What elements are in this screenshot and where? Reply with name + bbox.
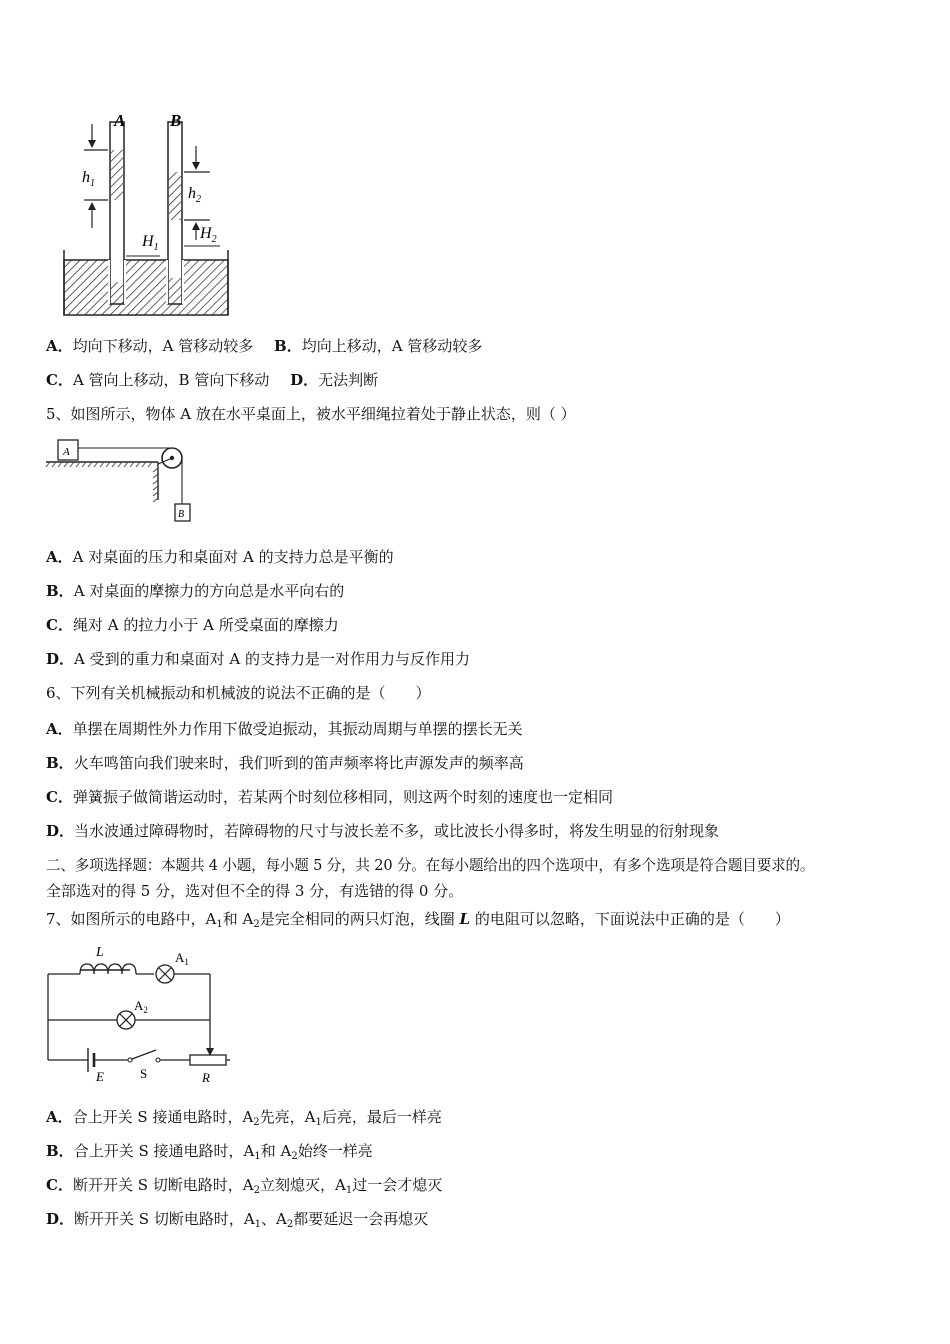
subscript: 1 (345, 1185, 353, 1196)
option-text: 始终一样亮 (297, 1142, 373, 1160)
q5-option-b (46, 581, 344, 601)
subscript: 2 (253, 919, 260, 930)
option-text: 先亮，A (259, 1108, 316, 1126)
q4-option-c: A 管向上移动，B 管向下移动 (72, 371, 270, 389)
label-battery-E: E (96, 1069, 104, 1084)
q4-option-d: 无法判断 (318, 371, 379, 389)
subscript: 2 (253, 1117, 260, 1128)
q7-stem-part: 的电阻可以忽略，下面说法中正确的是（ ） (470, 910, 790, 928)
tube-b-mercury (169, 172, 181, 220)
option-text: A 受到的重力和桌面对 A 的支持力是一对作用力与反作用力 (74, 650, 470, 668)
q5-option-d (46, 649, 470, 669)
q7-stem-part: 7、如图所示的电路中，A (46, 910, 217, 928)
q7-option-c (46, 1175, 442, 1201)
q7-option-b (46, 1141, 373, 1167)
option-letter: D． (46, 1210, 75, 1228)
option-letter: C． (46, 1176, 73, 1194)
q6-option-b (46, 753, 524, 773)
pulley-figure (46, 432, 206, 524)
q5-stem: 5、如图所示，物体 A 放在水平桌面上，被水平细绳拉着处于静止状态，则（ ） (46, 405, 576, 423)
q6-option-d (46, 821, 719, 841)
q6-stem: 6、下列有关机械振动和机械波的说法不正确的是（ ） (46, 684, 431, 702)
label-rheostat-R: R (202, 1070, 210, 1085)
subscript: 2 (291, 1151, 298, 1162)
circuit-figure (44, 940, 244, 1090)
option-letter: D． (46, 822, 75, 840)
option-text: A 对桌面的摩擦力的方向总是水平向右的 (73, 582, 345, 600)
tube-a (110, 122, 124, 304)
option-text: 当水波通过障碍物时，若障碍物的尺寸与波长差不多，或比波长小得多时，将发生明显的衍射现象 (74, 822, 720, 840)
q4-option-row-2 (46, 370, 378, 390)
label-block-b: B (178, 509, 185, 520)
option-text: 立刻熄灭，A (259, 1176, 346, 1194)
label-H1: $H_1$ (142, 233, 159, 253)
section2-instructions-line2: 全部选对的得 5 分，选对但不全的得 3 分，有选错的得 0 分。 (46, 882, 464, 900)
label-H2: $H_2$ (200, 225, 217, 245)
label-switch-S: S (140, 1066, 148, 1081)
option-text: 断开开关 S 切断电路时，A (74, 1210, 255, 1228)
option-letter: B． (46, 754, 74, 772)
option-letter: A． (46, 548, 73, 566)
q7-stem-L: L (459, 910, 471, 928)
rheostat-r (190, 1055, 226, 1065)
q4-option-row-1 (46, 336, 482, 356)
label-lamp-a1: $A_1$ (175, 950, 189, 967)
switch-s (132, 1050, 156, 1059)
label-tube-a: A (114, 111, 126, 130)
section2-instructions-line1: 二、多项选择题：本题共 4 小题，每小题 5 分，共 20 分。在每小题给出的四个选项中，有多个选项是符合题目要求的。 (46, 857, 815, 874)
label-h2: $h_2$ (188, 185, 201, 205)
q5-option-a (46, 547, 394, 567)
option-text: 火车鸣笛向我们驶来时，我们听到的笛声频率将比声源发声的频率高 (73, 754, 524, 772)
option-text: A 对桌面的压力和桌面对 A 的支持力总是平衡的 (72, 548, 394, 566)
subscript: 1 (254, 1219, 262, 1230)
q6-option-a (46, 719, 523, 739)
label-block-a: A (63, 446, 70, 458)
q7-stem-part: 是完全相同的两只灯泡，线圈 (259, 910, 460, 928)
subscript: 1 (254, 1151, 261, 1162)
q4-option-a: 均向下移动，A 管移动较多 (72, 337, 254, 355)
option-text: 合上开关 S 接通电路时，A (72, 1108, 254, 1126)
label-tube-b: B (170, 111, 182, 130)
label-h1: $h_1$ (82, 169, 95, 189)
option-letter: B． (46, 1142, 74, 1160)
option-letter: D． (46, 650, 75, 668)
inductor-coil (80, 964, 136, 974)
option-text: 都要延迟一会再熄灭 (293, 1210, 429, 1228)
subscript: 1 (315, 1117, 322, 1128)
option-letter: D． (290, 371, 319, 389)
tube-a-mercury (111, 150, 123, 200)
option-letter: B． (46, 582, 74, 600)
label-coil-L: L (96, 945, 104, 960)
q6-option-c (46, 787, 613, 807)
option-text: 、A (261, 1210, 287, 1228)
option-text: 断开开关 S 切断电路时，A (72, 1176, 254, 1194)
q4-option-b: 均向上移动，A 管移动较多 (301, 337, 483, 355)
subscript: 1 (216, 919, 223, 930)
option-text: 过一会才熄灭 (352, 1176, 443, 1194)
option-letter: B． (274, 337, 302, 355)
option-letter: A． (46, 1108, 73, 1126)
subscript: 2 (286, 1219, 294, 1230)
option-text: 弹簧振子做简谐运动时，若某两个时刻位移相同，则这两个时刻的速度也一定相同 (72, 788, 613, 806)
option-letter: C． (46, 371, 73, 389)
option-letter: A． (46, 337, 73, 355)
subscript: 2 (253, 1185, 260, 1196)
option-text: 单摆在周期性外力作用下做受迫振动，其振动周期与单摆的摆长无关 (72, 720, 523, 738)
label-lamp-a2: $A_2$ (134, 998, 148, 1015)
q7-option-d (46, 1209, 428, 1235)
option-letter: C． (46, 616, 73, 634)
tube-figure (60, 110, 290, 320)
q5-option-c (46, 615, 339, 635)
q7-stem-part: 和 A (222, 910, 254, 928)
tank-liquid (64, 260, 228, 315)
q7-option-a (46, 1107, 442, 1133)
q7-stem (46, 909, 790, 935)
option-text: 绳对 A 的拉力小于 A 所受桌面的摩擦力 (72, 616, 339, 634)
option-letter: A． (46, 720, 73, 738)
option-text: 合上开关 S 接通电路时，A (73, 1142, 255, 1160)
option-text: 后亮，最后一样亮 (321, 1108, 442, 1126)
option-letter: C． (46, 788, 73, 806)
option-text: 和 A (260, 1142, 292, 1160)
